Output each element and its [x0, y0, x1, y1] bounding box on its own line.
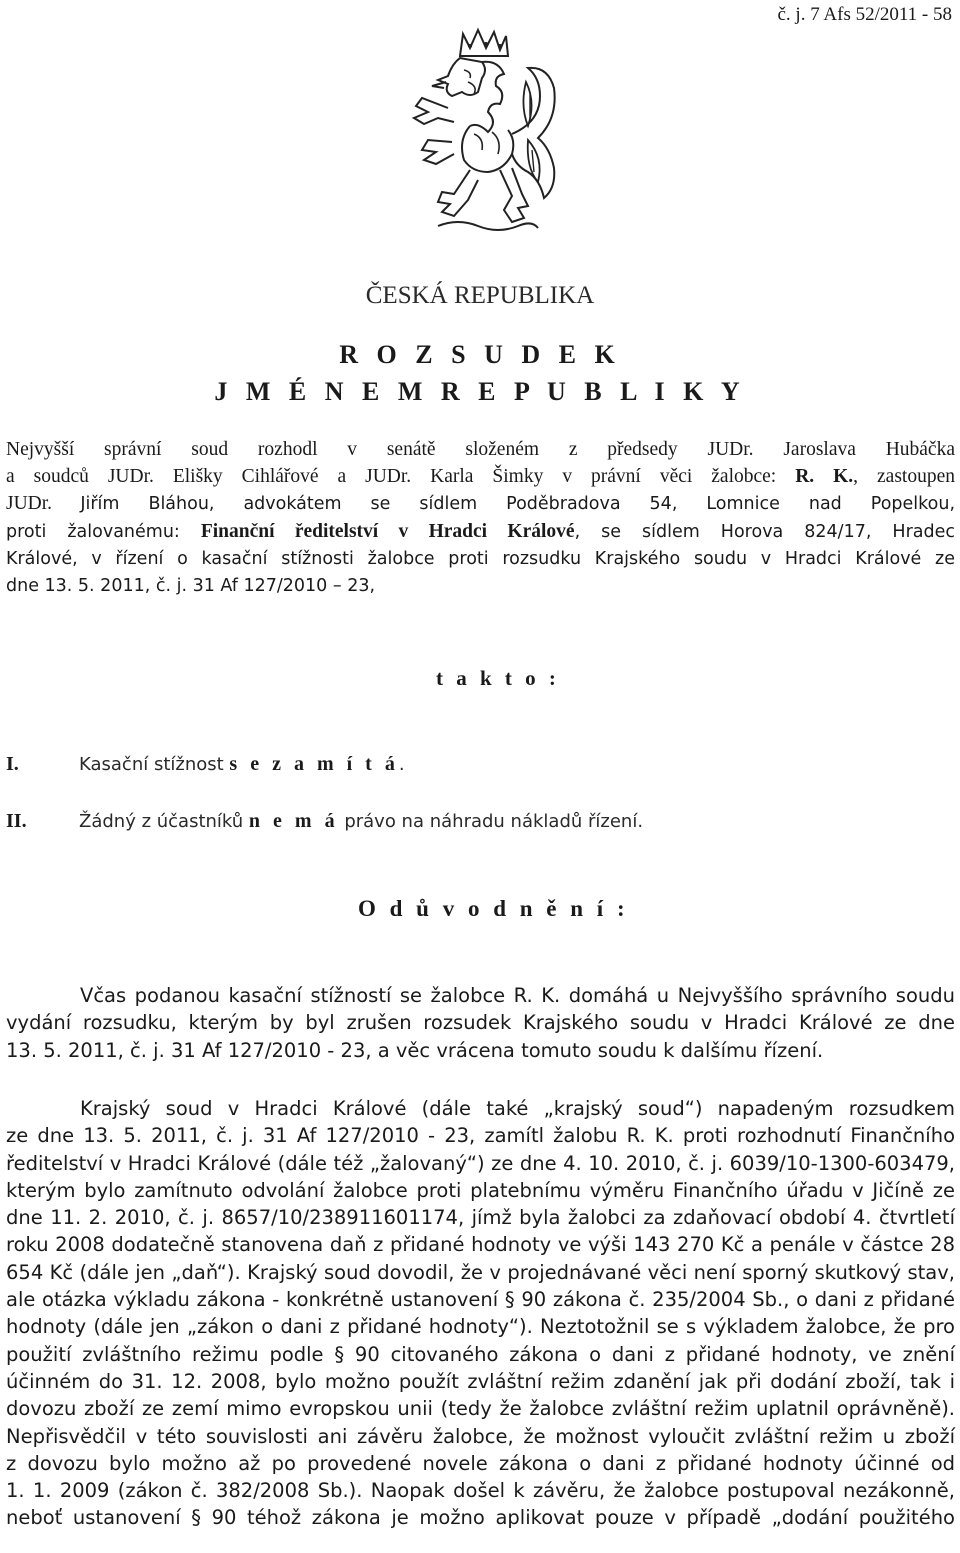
paragraph-line: 654 Kč (dále jen „daň“). Krajský soud dovodil, že v projednávané věci není sporný skutkový stav,	[6, 1260, 955, 1284]
paragraph-line: ale otázka výkladu zákona - konkrétně ustanovení § 90 zákona č. 235/2004 Sb., o dani z přidané	[6, 1288, 955, 1312]
plaintiff-name: R. K.	[795, 466, 854, 487]
line-text: Krajský soud v Hradci Králové (dále také „krajský soud“) napadeným rozsudkem	[80, 1097, 955, 1120]
item-text-pre: Kasační stížnost	[79, 754, 230, 775]
intro-text: , se sídlem Horova 824/17, Hradec	[574, 522, 955, 542]
paragraph-line: účinném do 31. 12. 2008, bylo možno použít zvláštní režim zdanění jak při dodání zboží, tak i	[6, 1369, 955, 1393]
item-text-post: .	[398, 754, 405, 775]
paragraph-line: 13. 5. 2011, č. j. 31 Af 127/2010 - 23, a věc vrácena tomuto soudu k dalšímu řízení.	[6, 1038, 824, 1062]
reasoning-paragraph-1	[6, 982, 955, 1064]
paragraph-line: ze dne 13. 5. 2011, č. j. 31 Af 127/2010 - 23, zamítl žalobu R. K. proti rozhodnutí Finančního	[6, 1124, 955, 1148]
paragraph-line: hodnoty (dále jen „zákon o dani z přidané hodnoty“). Neztotožnil se s výkladem žalobce, že pro	[6, 1315, 955, 1339]
intro-text: , zastoupen	[853, 466, 955, 487]
reasoning-heading: O d ů v o d n ě n í :	[358, 896, 629, 921]
intro-text: proti žalovanému:	[6, 522, 201, 542]
item-text	[79, 810, 643, 833]
takto-heading: t a k t o :	[436, 666, 560, 690]
item-text-emphasis: n e m á	[248, 810, 339, 832]
country-heading: ČESKÁ REPUBLIKA	[365, 282, 595, 309]
intro-line: Králové, v řízení o kasační stížnosti žalobce proti rozsudku Krajského soudu v Hradci Králové ze	[6, 549, 955, 569]
case-reference: č. j. 7 Afs 52/2011 - 58	[777, 4, 952, 25]
paragraph-line: Nepřisvědčil v této souvislosti ani závěru žalobce, že možnost vyloučit zvláštní režim u zboží	[6, 1424, 955, 1448]
paragraph-line: vydání rozsudku, kterým by byl zrušen rozsudek Krajského soudu v Hradci Králové ze dne	[6, 1011, 955, 1035]
item-text-post: právo na náhradu nákladů řízení.	[338, 811, 644, 832]
paragraph-line: dovozu zboží ze zemí mimo evropskou unii (tedy že žalobce zvláštní režim uplatnil oprávněně).	[6, 1397, 955, 1421]
czech-lion-emblem	[408, 22, 568, 247]
paragraph-line: 1. 1. 2009 (zákon č. 382/2008 Sb.). Naopak došel k závěru, že žalobce postupoval nezákonně,	[6, 1479, 955, 1503]
item-number: II.	[6, 810, 27, 832]
reasoning-paragraph-2	[6, 1095, 955, 1532]
intro-line: dne 13. 5. 2011, č. j. 31 Af 127/2010 – 23,	[6, 576, 376, 596]
intro-line	[6, 463, 955, 490]
paragraph-line: ředitelství v Hradci Králové (dále též „žalovaný“) ze dne 4. 10. 2010, č. j. 6039/10-1300-603479,	[6, 1151, 955, 1175]
intro-text: JUDr.	[6, 493, 81, 514]
republic-heading: J M É N E M R E P U B L I K Y	[214, 377, 746, 406]
intro-line	[6, 490, 955, 518]
paragraph-line: kterým bylo zamítnuto odvolání žalobce proti platebnímu výměru Finančního úřadu v Jičíně ze	[6, 1178, 955, 1202]
item-text	[79, 753, 405, 776]
paragraph-line: z dovozu bylo možno až po provedené novele zákona o dani z přidané hodnoty účinné od	[6, 1451, 955, 1475]
paragraph-line: roku 2008 dodatečně stanovena daň z přidané hodnoty ve výši 143 270 Kč a penále v částce 28	[6, 1233, 955, 1257]
paragraph-line	[6, 982, 955, 1009]
paragraph-line	[6, 1095, 955, 1122]
paragraph-line: neboť ustanovení § 90 téhož zákona je možno aplikovat pouze v případě „dodání použitého	[6, 1506, 955, 1530]
intro-line: Nejvyšší správní soud rozhodl v senátě složeném z předsedy JUDr. Jaroslava Hubáčka	[6, 439, 955, 460]
line-text: Včas podanou kasační stížností se žalobce R. K. domáhá u Nejvyššího správního soudu	[80, 984, 955, 1007]
paragraph-line: použití zvláštního režimu podle § 90 citovaného zákona o dani z přidané hodnoty, ve znění	[6, 1342, 955, 1366]
intro-line	[6, 518, 955, 546]
item-number: I.	[6, 753, 19, 775]
paragraph-line: dne 11. 2. 2010, č. j. 8657/10/238911601174, jímž byla žalobci za zdaňovací období 4. čtvrtletí	[6, 1206, 955, 1230]
intro-paragraph	[6, 436, 955, 600]
intro-text: a soudců JUDr. Elišky Cihlářové a JUDr. Karla Šimky v právní věci žalobce:	[6, 466, 796, 487]
verdict-heading: R O Z S U D E K	[339, 340, 621, 369]
item-text-emphasis: s e z a m í t á	[229, 753, 399, 775]
intro-text: Jiřím Bláhou, advokátem se sídlem Poděbradova 54, Lomnice nad Popelkou,	[80, 494, 956, 514]
defendant-name: Finanční ředitelství v Hradci Králové	[200, 521, 575, 542]
item-text-pre: Žádný z účastníků	[79, 811, 249, 832]
